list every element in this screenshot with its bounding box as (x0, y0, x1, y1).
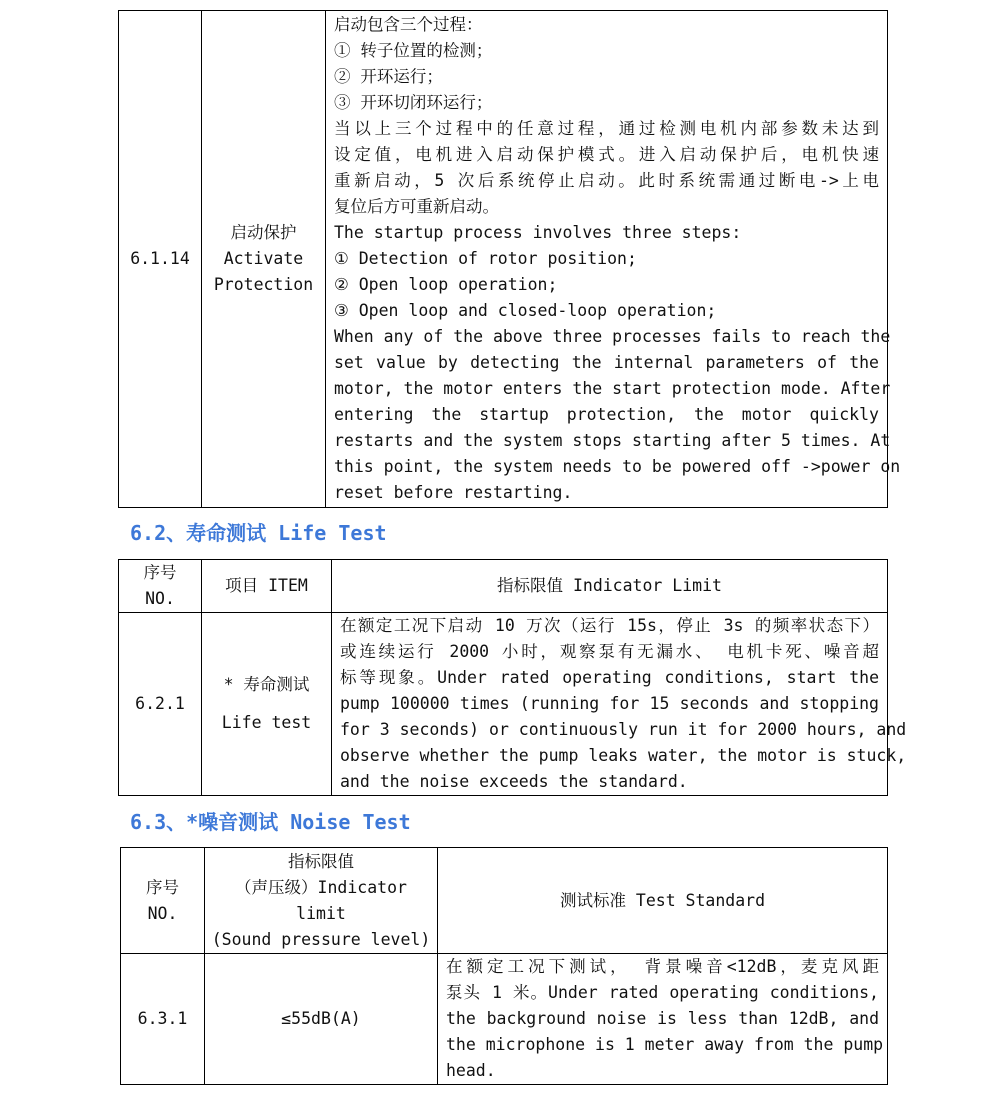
header-limit: 指标限值 （声压级）Indicator limit (Sound pressure level) (205, 848, 438, 954)
table-row (121, 954, 888, 1085)
table-header-row (121, 848, 888, 954)
header-item: 项目 ITEM (202, 560, 332, 613)
row-number: 6.3.1 (121, 954, 205, 1085)
header-standard: 测试标准 Test Standard (438, 848, 888, 954)
item-name: * 寿命测试 Life test (202, 613, 332, 796)
row-number: 6.2.1 (119, 613, 202, 796)
header-no: 序号 NO. (119, 560, 202, 613)
item-name: 启动保护 Activate Protection (202, 11, 326, 508)
table-row (119, 11, 888, 508)
table-row (119, 613, 888, 796)
table-life-test (118, 559, 907, 796)
table-6-1-14 (118, 10, 901, 508)
description: 启动包含三个过程： ① 转子位置的检测； ② 开环运行； ③ 开环切闭环运行； 当以上三个过程中的任意过程，通过检测电机内部参数未达到 设定值，电机进入启动保护模式。进入启动保护后，电机快速 重新启动，5 次后系统停止启动。此时系统需通过断电->上电 复位后方可重新启动。 The startup process involves three steps: ① Detection of rotor position; ② Open loop operation; ③ Open loop and closed-loop operation; When any of the above three processes fails to reach the set value by detecting the internal parameters of the motor, the motor enters the start protection mode. After entering the startup protection, the motor quickly restarts and the system stops starting after 5 times. At this point, the system needs to be powered off ->power on reset before restarting. (326, 11, 888, 508)
limit-value: ≤55dB(A) (205, 954, 438, 1085)
section-heading-noise-test: 6.3、*噪音测试 Noise Test (130, 810, 411, 834)
table-noise-test (120, 847, 888, 1085)
indicator-limit: 在额定工况下启动 10 万次（运行 15s，停止 3s 的频率状态下） 或连续运行 2000 小时，观察泵有无漏水、 电机卡死、噪音超 标等现象。Under rated operating conditions, start the pump 100000 times (running for 15 seconds and stopping for 3 seconds) or continuously run it for 2000 hours, and observe whether the pump leaks water, the motor is stuck, and the noise exceeds the standard. (332, 613, 888, 796)
section-heading-life-test: 6.2、寿命测试 Life Test (130, 521, 387, 545)
header-no: 序号 NO. (121, 848, 205, 954)
table-header-row (119, 560, 888, 613)
header-limit: 指标限值 Indicator Limit (332, 560, 888, 613)
test-standard: 在额定工况下测试， 背景噪音<12dB，麦克风距 泵头 1 米。Under rated operating conditions, the background noise is less than 12dB, and the microphone is 1 meter away from the pump head. (438, 954, 888, 1085)
row-number: 6.1.14 (119, 11, 202, 508)
